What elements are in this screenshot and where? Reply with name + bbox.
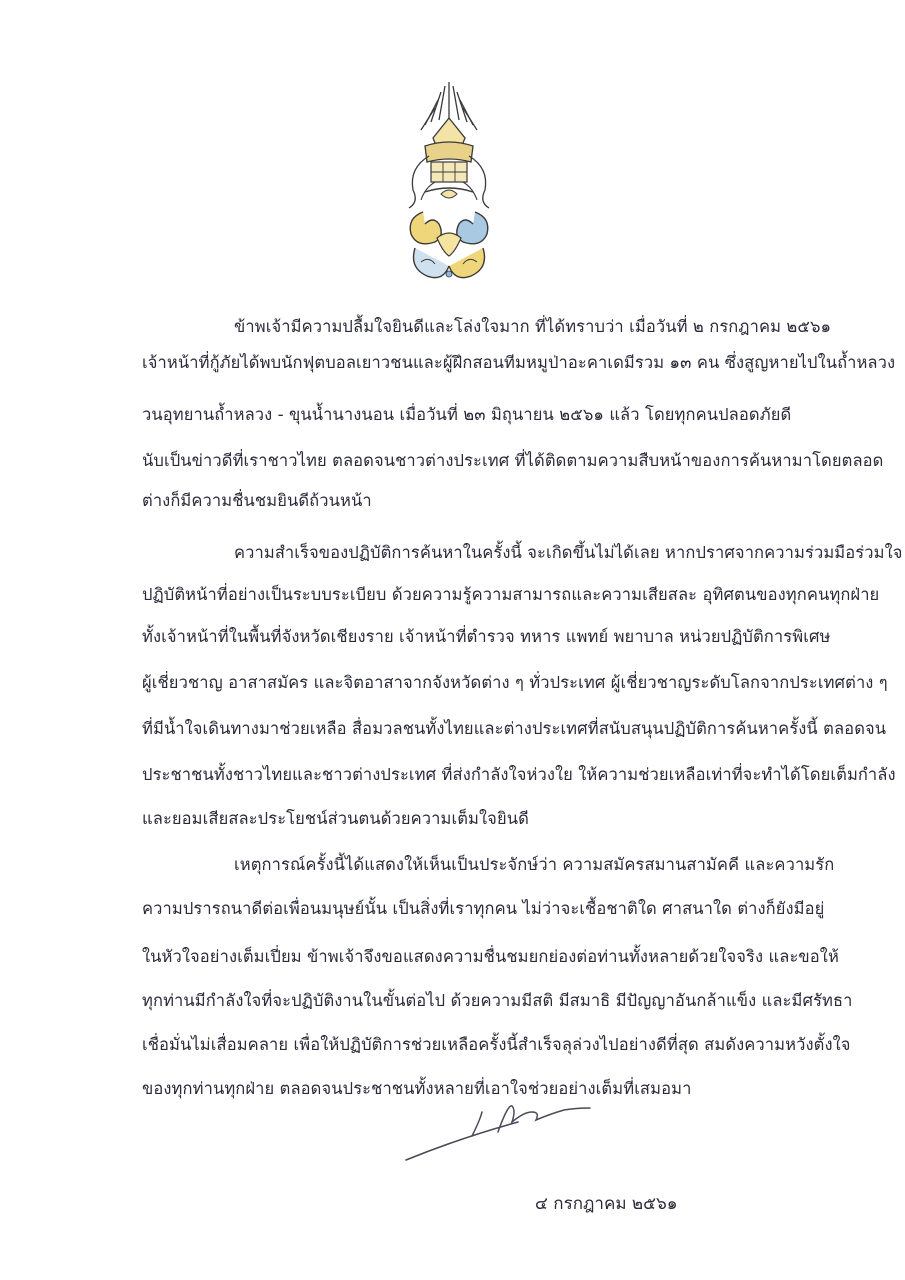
letter-line: ความปรารถนาดีต่อเพื่อนมนุษย์นั้น เป็นสิ่งที่เราทุกคน ไม่ว่าจะเชื้อชาติใด ศาสนาใด ต่างก็ยังมีอยู่: [142, 899, 825, 918]
letter-line: วนอุทยานถ้ำหลวง - ขุนน้ำนางนอน เมื่อวันที่ ๒๓ มิถุนายน ๒๕๖๑ แล้ว โดยทุกคนปลอดภัยดี: [142, 405, 792, 424]
letter-line: ข้าพเจ้ามีความปลื้มใจยินดีและโล่งใจมาก ที่ได้ทราบว่า เมื่อวันที่ ๒ กรกฎาคม ๒๕๖๑: [234, 317, 832, 336]
letter-line: ทุกท่านมีกำลังใจที่จะปฏิบัติงานในขั้นต่อไป ด้วยความมีสติ มีสมาธิ มีปัญญาอันกล้าแข็ง และมีศรัทธา: [142, 991, 853, 1010]
letter-line: ในหัวใจอย่างเต็มเปี่ยม ข้าพเจ้าจึงขอแสดงความชื่นชมยกย่องต่อท่านทั้งหลายด้วยใจจริง และขอให้: [142, 947, 839, 966]
letter-date: ๔ กรกฎาคม ๒๕๖๑: [535, 1194, 678, 1214]
letter-line: ปฏิบัติหน้าที่อย่างเป็นระบบระเบียบ ด้วยความรู้ความสามารถและความเสียสละ อุทิศตนของทุกคนทุกฝ่าย: [142, 585, 880, 604]
letter-line: ประชาชนทั้งชาวไทยและชาวต่างประเทศ ที่ส่งกำลังใจห่วงใย ให้ความช่วยเหลือเท่าที่จะทำได้โดยเต็มกำลัง: [142, 765, 896, 784]
royal-cypher-emblem-icon: [395, 78, 503, 290]
letter-line: เจ้าหน้าที่กู้ภัยได้พบนักฟุตบอลเยาวชนและผู้ฝึกสอนทีมหมูป่าอะคาเดมีรวม ๑๓ คน ซึ่งสูญหายไปในถ้ำหลวง: [142, 353, 896, 372]
handwritten-signature-icon: [400, 1098, 630, 1168]
letter-line: ที่มีน้ำใจเดินทางมาช่วยเหลือ สื่อมวลชนทั้งไทยและต่างประเทศที่สนับสนุนปฏิบัติการค้นหาครั้งนี้ ตลอดจน: [142, 719, 887, 738]
letter-line: นับเป็นข่าวดีที่เราชาวไทย ตลอดจนชาวต่างประเทศ ที่ได้ติดตามความสืบหน้าของการค้นหามาโดยตลอด: [142, 451, 884, 470]
letter-line: ผู้เชี่ยวชาญ อาสาสมัคร และจิตอาสาจากจังหวัดต่าง ๆ ทั่วประเทศ ผู้เชี่ยวชาญระดับโลกจากประเทศต่าง ๆ: [142, 673, 888, 692]
letter-line: ทั้งเจ้าหน้าที่ในพื้นที่จังหวัดเชียงราย เจ้าหน้าที่ตำรวจ ทหาร แพทย์ พยาบาล หน่วยปฏิบัติการพิเศษ: [142, 627, 831, 646]
letter-line: เหตุการณ์ครั้งนี้ได้แสดงให้เห็นเป็นประจักษ์ว่า ความสมัครสมานสามัคคี และความรัก: [234, 855, 835, 874]
letter-line: ต่างก็มีความชื่นชมยินดีถ้วนหน้า: [142, 491, 372, 510]
letter-line: ของทุกท่านทุกฝ่าย ตลอดจนประชาชนทั้งหลายที่เอาใจช่วยอย่างเต็มที่เสมอมา: [142, 1079, 692, 1098]
letter-line: เชื่อมั่นไม่เสื่อมคลาย เพื่อให้ปฏิบัติการช่วยเหลือครั้งนี้สำเร็จลุล่วงไปอย่างดีที่สุด สมดังความหวังตั้งใจ: [142, 1035, 851, 1054]
letter-line: และยอมเสียสละประโยชน์ส่วนตนด้วยความเต็มใจยินดี: [142, 809, 529, 828]
letter-line: ความสำเร็จของปฏิบัติการค้นหาในครั้งนี้ จะเกิดขึ้นไม่ได้เลย หากปราศจากความร่วมมือร่วมใจ: [234, 543, 903, 562]
